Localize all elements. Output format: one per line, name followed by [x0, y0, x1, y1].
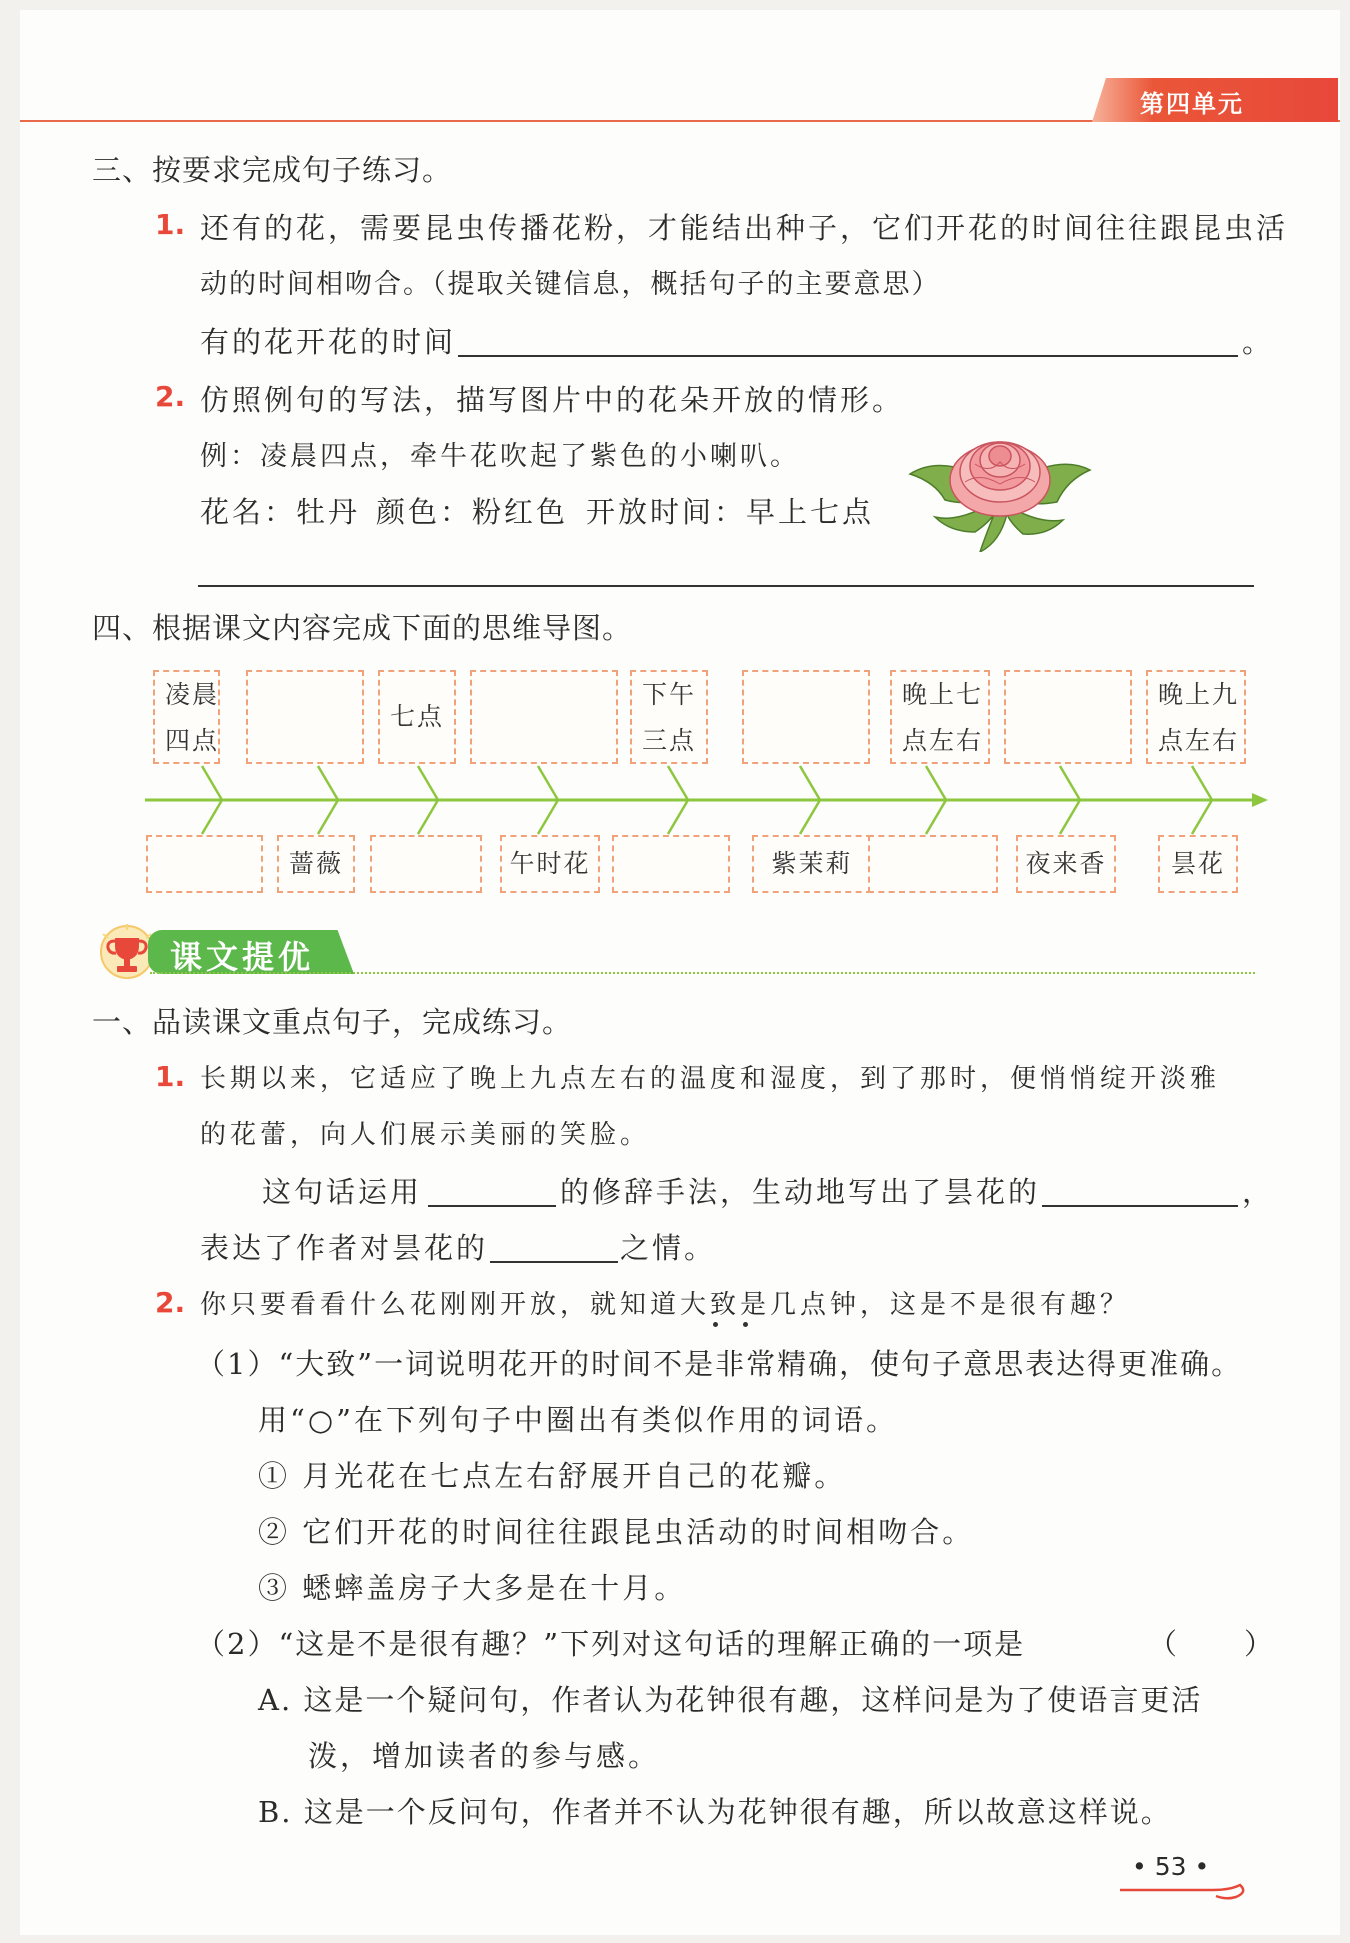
- mindmap-time-box: [378, 670, 456, 764]
- part1-q2-sub1-line1: （1）“大致”一词说明花开的时间不是非常精确，使句子意思表达得更准确。: [196, 1347, 1243, 1381]
- part1-q1-line1: 长期以来，它适应了晚上九点左右的温度和湿度，到了那时，便悄悄绽开淡雅: [200, 1064, 1221, 1094]
- part1-q2-line1: 你只要看看什么花刚刚开放，就知道大致是几点钟，这是不是很有趣？: [200, 1290, 1131, 1320]
- choice-b[interactable]: B. 这是一个反问句，作者并不认为花钟很有趣，所以故意这样说。: [258, 1795, 1172, 1829]
- part1-q1-line2: 的花蕾，向人们展示美丽的笑脸。: [200, 1120, 651, 1150]
- mindmap-flower-box: 蔷薇: [277, 835, 355, 893]
- mindmap-flower-box: 昙花: [1158, 835, 1238, 893]
- option-item-3[interactable]: ③ 蟋蟀盖房子大多是在十月。: [258, 1571, 687, 1605]
- emphasis-dot-1: [713, 1322, 718, 1327]
- mindmap-flower-blank[interactable]: [612, 835, 730, 893]
- banner-title: 课文提优: [170, 938, 315, 976]
- mindmap-flower-box: 紫茉莉: [752, 835, 872, 893]
- part1-q1-l3c: ，: [1242, 1175, 1275, 1209]
- choice-a-line2: 泼，增加读者的参与感。: [308, 1739, 661, 1773]
- mindmap-flower-blank[interactable]: [370, 835, 482, 893]
- q1-line2: 动的时间相吻合。（提取关键信息，概括句子的主要意思）: [200, 269, 941, 300]
- q1-line1: 还有的花，需要昆虫传播花粉，才能结出种子，它们开花的时间往往跟昆虫活: [200, 211, 1289, 245]
- mindmap-time-text: 下午: [642, 680, 697, 709]
- rhetoric-blank[interactable]: [428, 1205, 556, 1207]
- mindmap-time-box: [630, 670, 708, 764]
- mindmap-time-text: 晚上七: [902, 680, 984, 709]
- page-number: • 53 •: [1132, 1852, 1210, 1881]
- q1-number: 1.: [155, 208, 186, 241]
- timeline-arrow: [140, 760, 1270, 840]
- mindmap-time-text: 四点: [165, 726, 220, 755]
- mindmap-time-text: 七点: [389, 702, 444, 731]
- mindmap-time-text: 点左右: [1158, 726, 1240, 755]
- option-item-1[interactable]: ① 月光花在七点左右舒展开自己的花瓣。: [258, 1459, 847, 1493]
- mindmap-time-box: [153, 670, 220, 764]
- part1-title: 一、品读课文重点句子，完成练习。: [92, 1005, 573, 1039]
- part1-q1-l3b: 的修辞手法，生动地写出了昙花的: [560, 1175, 1041, 1209]
- section3-title: 三、按要求完成句子练习。: [92, 153, 453, 187]
- mindmap-flower-blank[interactable]: [868, 835, 998, 893]
- choice-a-line1[interactable]: A. 这是一个疑问句，作者认为花钟很有趣，这样问是为了使语言更活: [258, 1683, 1203, 1717]
- part1-q2-number: 2.: [155, 1286, 186, 1319]
- mindmap-flower-blank[interactable]: [146, 835, 263, 893]
- q2-number: 2.: [155, 380, 186, 413]
- unit-label: 第四单元: [1140, 90, 1244, 118]
- mindmap-time-text: 晚上九: [1158, 680, 1240, 709]
- part1-q1-number: 1.: [155, 1060, 186, 1093]
- q2-info-color: 颜色：粉红色: [376, 495, 569, 529]
- description-blank[interactable]: [1042, 1205, 1238, 1207]
- feeling-blank[interactable]: [490, 1261, 618, 1263]
- banner-underline: [150, 972, 1255, 974]
- q1-answer-blank[interactable]: [458, 355, 1238, 357]
- mindmap-time-blank[interactable]: [470, 670, 618, 764]
- part1-q1-l4a: 表达了作者对昙花的: [200, 1231, 489, 1265]
- section4-title: 四、根据课文内容完成下面的思维导图。: [92, 611, 633, 645]
- mindmap-time-text: 三点: [642, 726, 697, 755]
- mindmap-flower-box: 午时花: [500, 835, 600, 893]
- part1-q1-l3a: 这句话运用: [262, 1175, 423, 1209]
- emphasis-dot-2: [743, 1322, 748, 1327]
- mindmap-time-box: [1146, 670, 1246, 764]
- peony-flower-image: [905, 412, 1095, 552]
- part1-q2-sub2: （2）“这是不是很有趣？”下列对这句话的理解正确的一项是: [196, 1627, 1026, 1661]
- q2-answer-line[interactable]: [198, 585, 1254, 587]
- q1-answer-end: 。: [1242, 325, 1275, 359]
- mindmap-time-text: 点左右: [902, 726, 984, 755]
- answer-bracket[interactable]: （ ）: [1148, 1627, 1277, 1661]
- mindmap-time-box: [890, 670, 990, 764]
- mindmap-flower-box: 夜来香: [1016, 835, 1116, 893]
- part1-q1-l4b: 之情。: [620, 1231, 717, 1265]
- q2-info-name: 花名：牡丹: [200, 495, 361, 529]
- mindmap-time-blank[interactable]: [742, 670, 870, 764]
- q1-answer-prefix: 有的花开花的时间: [200, 325, 457, 359]
- mindmap-time-blank[interactable]: [246, 670, 364, 764]
- q2-info-time: 开放时间：早上七点: [586, 495, 875, 529]
- mindmap-time-blank[interactable]: [1004, 670, 1132, 764]
- q2-prompt: 仿照例句的写法，描写图片中的花朵开放的情形。: [200, 383, 905, 417]
- option-item-2[interactable]: ② 它们开花的时间往往跟昆虫活动的时间相吻合。: [258, 1515, 975, 1549]
- trophy-icon: [98, 924, 156, 980]
- page-number-swoosh: [1118, 1880, 1248, 1904]
- part1-q2-sub1-line2: 用“○”在下列句子中圈出有类似作用的词语。: [258, 1403, 898, 1437]
- q2-example: 例：凌晨四点，牵牛花吹起了紫色的小喇叭。: [200, 441, 800, 472]
- mindmap-time-text: 凌晨: [165, 680, 220, 709]
